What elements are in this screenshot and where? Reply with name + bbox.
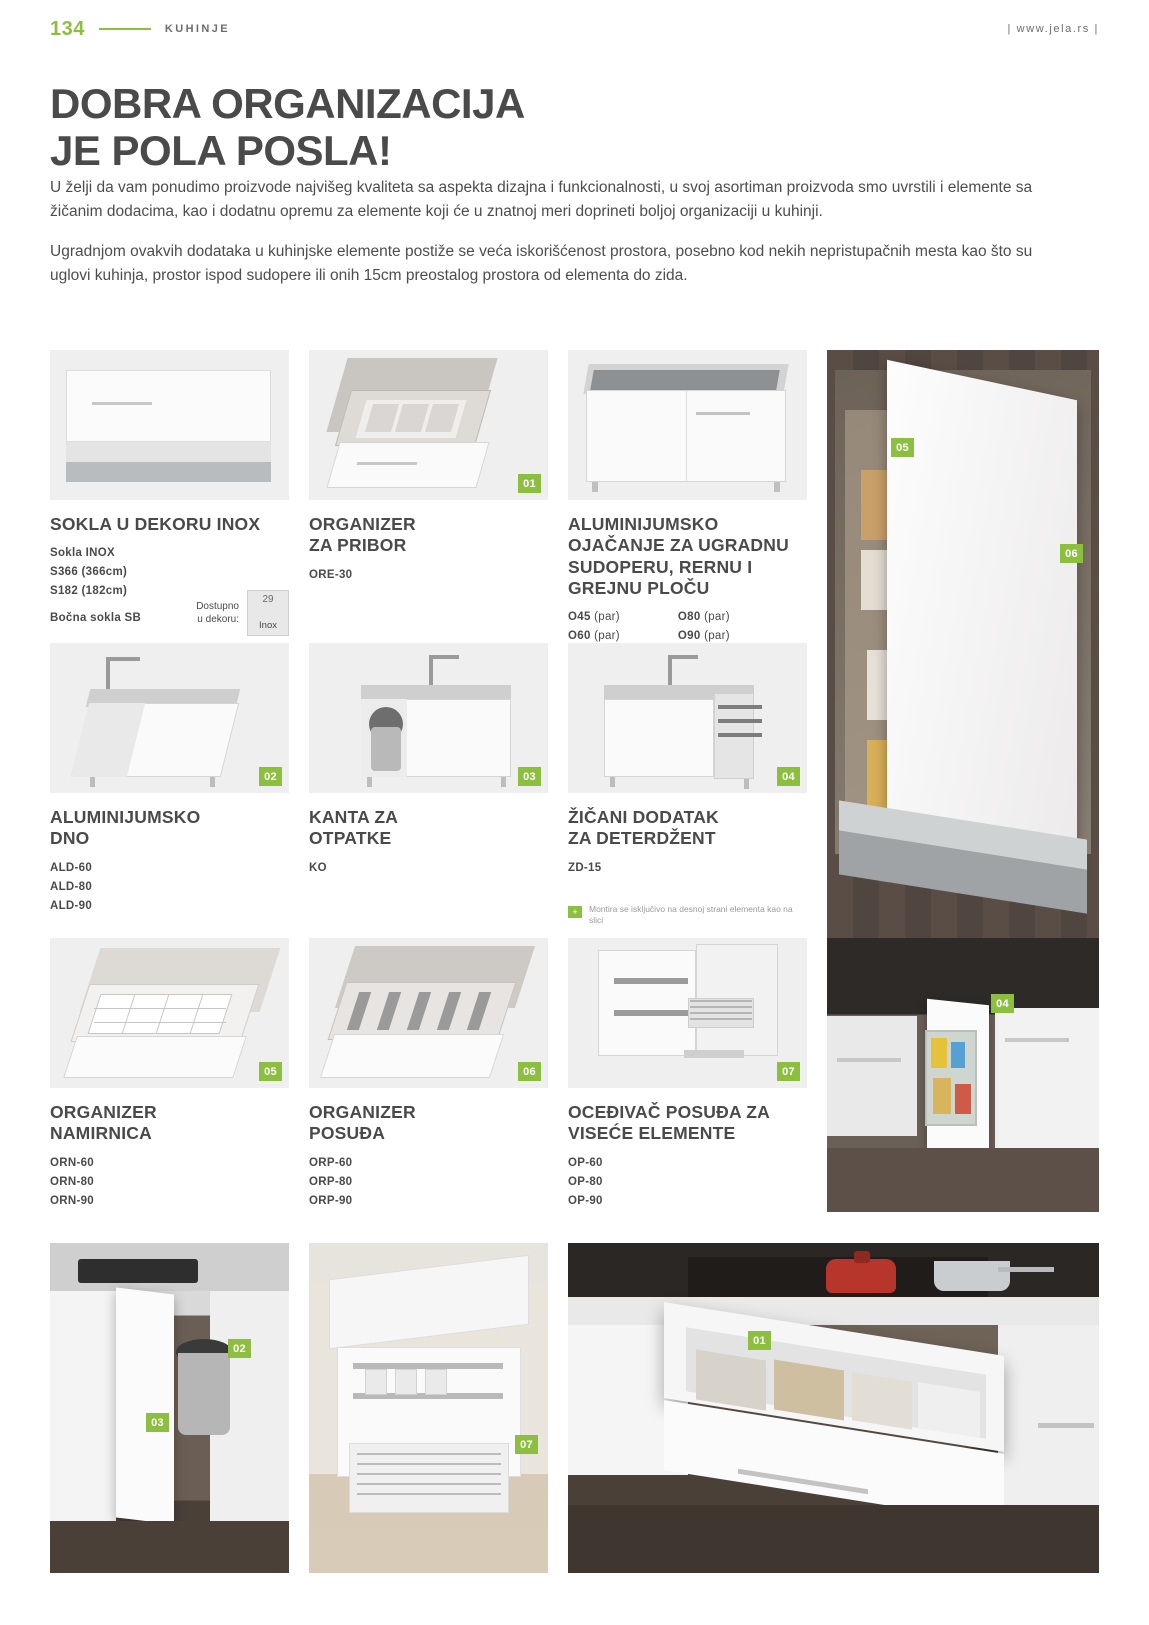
- product-codes-organizer-posuda: [309, 1154, 548, 1211]
- code-line: ORP-60: [309, 1156, 353, 1169]
- code-line: O60 (par): [568, 630, 620, 643]
- code-line: OP-80: [568, 1175, 603, 1188]
- product-photo-organizer-pribor: [309, 350, 548, 500]
- feature-photo-wall-cabinet-drainer: [309, 1243, 548, 1573]
- product-codes-aluminijumsko-ojacanje: [568, 608, 807, 646]
- feature-photo-pullout-pantry: [827, 350, 1099, 974]
- page-number: 134: [50, 17, 85, 40]
- photo-badge: 06: [1060, 544, 1083, 563]
- product-card-organizer-posuda: [309, 938, 548, 1211]
- photo-badge: 01: [518, 474, 541, 493]
- code-line: S366 (366cm): [50, 566, 128, 579]
- product-title-organizer-namirnica: [50, 1102, 289, 1145]
- product-card-zicani-dodatak: [568, 643, 807, 927]
- product-card-organizer-namirnica: [50, 938, 289, 1211]
- code-line: ORN-80: [50, 1175, 94, 1188]
- product-card-aluminijumsko-ojacanje: [568, 350, 807, 646]
- photo-badge: 04: [991, 994, 1014, 1013]
- swatch-name: Inox: [259, 620, 277, 632]
- availability-label: Dostupno u dekoru:: [196, 601, 239, 626]
- header-category: KUHINJE: [164, 23, 230, 35]
- page-title-line2: JE POLA POSLA!: [50, 127, 392, 175]
- page-title: [50, 80, 525, 174]
- product-photo-ocedjivac-posudja: [568, 938, 807, 1088]
- code-line: ORP-80: [309, 1175, 353, 1188]
- code-line: S182 (182cm): [50, 585, 128, 598]
- title-line: ALUMINIJUMSKO: [50, 807, 201, 827]
- title-line: VISEĆE ELEMENTE: [568, 1123, 736, 1144]
- product-codes-zicani-dodatak: [568, 859, 807, 878]
- intro-paragraph-1: U želji da vam ponudimo proizvode najvišeg kvaliteta sa aspekta dizajna i funkcionalnosti, u svoj asortiman proizvoda smo uvrstili i elemente sa žičanim dodacima, kao i dodatnu opremu za elemente koji će u znatnoj meri doprineti boljoj organizaciji u kuhinji.: [50, 179, 1033, 221]
- photo-badge: 05: [891, 438, 914, 457]
- photo-badge: 03: [518, 767, 541, 786]
- product-title-zicani-dodatak: [568, 807, 807, 850]
- code-line: O45 (par): [568, 611, 620, 624]
- product-title-aluminijumsko-dno: [50, 807, 289, 850]
- title-line: GREJNU PLOČU: [568, 578, 710, 599]
- code-line: ALD-60: [50, 861, 93, 874]
- code-line: ALD-80: [50, 880, 93, 893]
- title-line: OCEĐIVAČ POSUĐA ZA: [568, 1102, 770, 1122]
- decor-swatch: [247, 590, 289, 636]
- code-line: ZD-15: [568, 861, 602, 874]
- photo-badge: 03: [146, 1413, 169, 1432]
- product-note: [568, 904, 807, 927]
- title-line: ZA DETERDŽENT: [568, 828, 716, 849]
- title-line: DNO: [50, 828, 90, 849]
- code-line: ORP-90: [309, 1194, 353, 1207]
- product-card-kanta-za-otpatke: [309, 643, 548, 878]
- title-line: SUDOPERU, RERNU I: [568, 556, 753, 577]
- photo-badge: 05: [259, 1062, 282, 1081]
- product-title-aluminijumsko-ojacanje: [568, 514, 807, 599]
- code-line: ORE-30: [309, 568, 353, 581]
- product-title-ocedjivac-posudja: [568, 1102, 807, 1145]
- feature-photo-cutlery-drawer: [568, 1243, 1099, 1573]
- code-line: O80 (par): [677, 611, 730, 624]
- product-codes-ocedjivac-posudja: [568, 1154, 807, 1211]
- codes-column-right: [678, 608, 730, 646]
- header-website: | www.jela.rs |: [1007, 23, 1099, 35]
- feature-photo-waste-bin: [50, 1243, 289, 1573]
- title-line: OJAČANJE ZA UGRADNU: [568, 535, 789, 556]
- code-line: O90 (par): [677, 630, 730, 643]
- product-card-aluminijumsko-dno: [50, 643, 289, 916]
- photo-badge: 07: [515, 1435, 538, 1454]
- code-line: OP-90: [568, 1194, 603, 1207]
- product-photo-sokla: [50, 350, 289, 500]
- page-header: [50, 18, 1099, 40]
- product-card-sokla: [50, 350, 289, 632]
- availability-block: [196, 590, 289, 636]
- page-title-line1: DOBRA ORGANIZACIJA: [50, 80, 525, 128]
- product-codes-organizer-namirnica: [50, 1154, 289, 1211]
- photo-badge: 02: [228, 1339, 251, 1358]
- codes-column-left: [568, 608, 620, 646]
- title-line: ŽIČANI DODATAK: [568, 807, 719, 827]
- photo-badge: 07: [777, 1062, 800, 1081]
- product-photo-kanta-za-otpatke: [309, 643, 548, 793]
- product-photo-aluminijumsko-ojacanje: [568, 350, 807, 500]
- note-text: Montira se isključivo na desnoj strani elementa kao na slici: [589, 903, 793, 926]
- product-photo-organizer-posuda: [309, 938, 548, 1088]
- product-card-ocedjivac-posudja: [568, 938, 807, 1211]
- header-rule: [99, 28, 151, 30]
- title-line: KANTA ZA: [309, 807, 399, 827]
- title-line: ORGANIZER: [309, 1102, 416, 1122]
- swatch-number: 29: [262, 594, 274, 606]
- code-line: ORN-90: [50, 1194, 94, 1207]
- feature-photo-cargo-pullout: [827, 938, 1099, 1212]
- photo-badge: 02: [259, 767, 282, 786]
- code-line: ALD-90: [50, 899, 93, 912]
- product-codes-organizer-pribor: [309, 566, 548, 585]
- title-line: ZA PRIBOR: [309, 535, 407, 556]
- product-photo-zicani-dodatak: [568, 643, 807, 793]
- title-line: ORGANIZER: [50, 1102, 157, 1122]
- product-title-organizer-pribor: [309, 514, 548, 557]
- title-line: ORGANIZER: [309, 514, 416, 534]
- product-title-organizer-posuda: [309, 1102, 548, 1145]
- title-line: POSUĐA: [309, 1123, 386, 1144]
- product-title-kanta-za-otpatke: [309, 807, 548, 850]
- code-line: Sokla INOX: [50, 547, 115, 560]
- code-line: KO: [309, 861, 327, 874]
- bottom-photo-row: [50, 1243, 1099, 1573]
- product-photo-organizer-namirnica: [50, 938, 289, 1088]
- intro-paragraph-2: Ugradnjom ovakvih dodataka u kuhinjske elemente postiže se veća iskorišćenost prostora, posebno kod nekih nepristupačnih mesta kao što su uglovi kuhinja, prostor ispod sudopere ili onih 15cm preostalog prostora od elementa do zida.: [50, 243, 1033, 285]
- code-line: Bočna sokla SB: [50, 612, 142, 625]
- product-codes-kanta-za-otpatke: [309, 859, 548, 878]
- product-card-organizer-pribor: [309, 350, 548, 585]
- code-line: OP-60: [568, 1156, 603, 1169]
- product-codes-aluminijumsko-dno: [50, 859, 289, 916]
- product-title-sokla: SOKLA U DEKORU INOX: [50, 514, 261, 534]
- title-line: OTPATKE: [309, 828, 392, 849]
- title-line: NAMIRNICA: [50, 1123, 152, 1144]
- code-line: ORN-60: [50, 1156, 94, 1169]
- intro-text: [50, 176, 1077, 304]
- photo-badge: 04: [777, 767, 800, 786]
- note-badge-icon: +: [568, 906, 582, 918]
- photo-badge: 01: [748, 1331, 771, 1350]
- photo-badge: 06: [518, 1062, 541, 1081]
- product-photo-aluminijumsko-dno: [50, 643, 289, 793]
- title-line: ALUMINIJUMSKO: [568, 514, 719, 534]
